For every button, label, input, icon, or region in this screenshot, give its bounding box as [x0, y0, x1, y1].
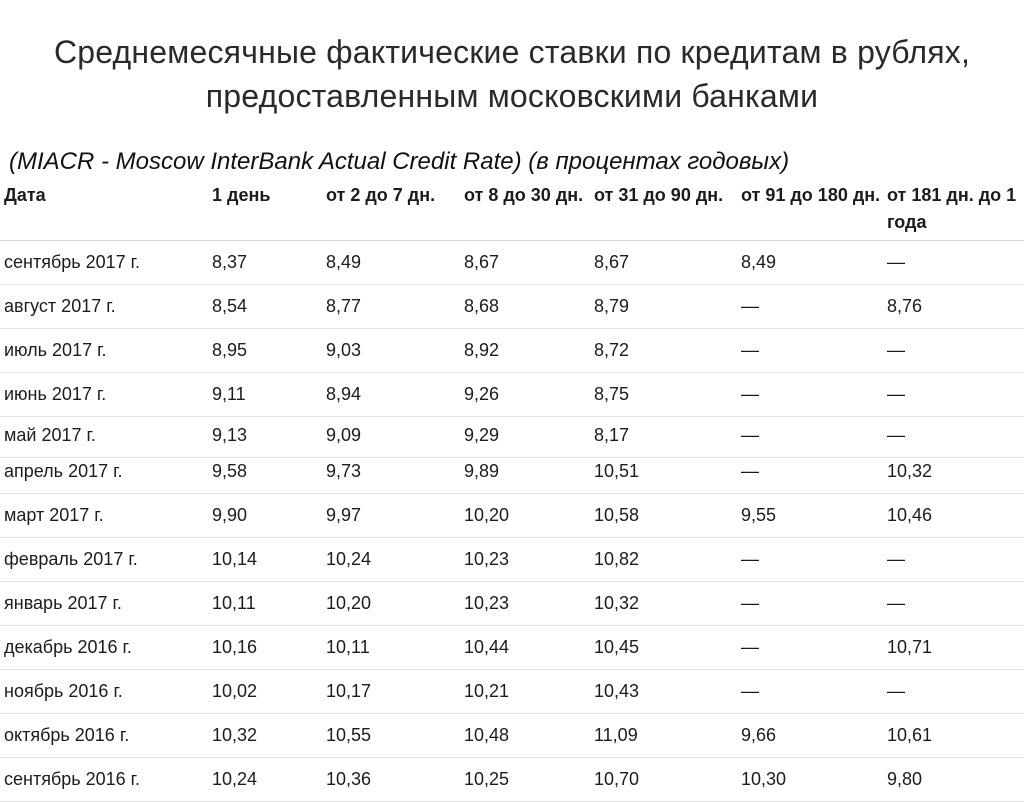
cell-31-90-days: 8,79	[590, 285, 737, 329]
cell-date: сентябрь 2017 г.	[0, 241, 208, 285]
cell-31-90-days: 10,70	[590, 758, 737, 802]
rates-table	[0, 182, 1024, 802]
cell-2-7-days: 9,97	[322, 494, 460, 538]
table-header	[0, 182, 1024, 241]
table-row	[0, 714, 1024, 758]
cell-181-days-1-year: 10,46	[883, 494, 1024, 538]
cell-1-day: 9,90	[208, 494, 322, 538]
table-subtitle: (MIACR - Moscow InterBank Actual Credit Rate) (в процентах годовых)	[9, 148, 790, 175]
cell-2-7-days: 9,09	[322, 417, 460, 458]
header-91-180-days: от 91 до 180 дн.	[737, 182, 883, 241]
cell-91-180-days: —	[737, 329, 883, 373]
cell-91-180-days: —	[737, 458, 883, 494]
cell-8-30-days: 10,25	[460, 758, 590, 802]
cell-date: декабрь 2016 г.	[0, 626, 208, 670]
header-8-30-days: от 8 до 30 дн.	[460, 182, 590, 241]
cell-181-days-1-year: —	[883, 417, 1024, 458]
cell-date: июнь 2017 г.	[0, 373, 208, 417]
cell-1-day: 9,58	[208, 458, 322, 494]
cell-2-7-days: 10,20	[322, 582, 460, 626]
header-date: Дата	[0, 182, 208, 241]
cell-date: май 2017 г.	[0, 417, 208, 458]
cell-31-90-days: 10,51	[590, 458, 737, 494]
cell-181-days-1-year: 10,32	[883, 458, 1024, 494]
cell-181-days-1-year: —	[883, 373, 1024, 417]
cell-31-90-days: 8,75	[590, 373, 737, 417]
cell-8-30-days: 10,23	[460, 582, 590, 626]
cell-1-day: 8,37	[208, 241, 322, 285]
cell-8-30-days: 9,89	[460, 458, 590, 494]
cell-181-days-1-year: —	[883, 241, 1024, 285]
cell-181-days-1-year: 9,80	[883, 758, 1024, 802]
cell-8-30-days: 10,44	[460, 626, 590, 670]
cell-2-7-days: 10,24	[322, 538, 460, 582]
cell-2-7-days: 8,77	[322, 285, 460, 329]
cell-181-days-1-year: —	[883, 329, 1024, 373]
cell-31-90-days: 10,43	[590, 670, 737, 714]
cell-91-180-days: 9,66	[737, 714, 883, 758]
cell-91-180-days: —	[737, 285, 883, 329]
table-row	[0, 538, 1024, 582]
cell-8-30-days: 9,26	[460, 373, 590, 417]
cell-31-90-days: 8,72	[590, 329, 737, 373]
cell-2-7-days: 9,73	[322, 458, 460, 494]
cell-1-day: 9,13	[208, 417, 322, 458]
table-row	[0, 670, 1024, 714]
cell-date: январь 2017 г.	[0, 582, 208, 626]
cell-date: июль 2017 г.	[0, 329, 208, 373]
cell-91-180-days: —	[737, 373, 883, 417]
cell-8-30-days: 10,23	[460, 538, 590, 582]
cell-1-day: 10,02	[208, 670, 322, 714]
cell-1-day: 9,11	[208, 373, 322, 417]
cell-181-days-1-year: —	[883, 670, 1024, 714]
cell-date: февраль 2017 г.	[0, 538, 208, 582]
cell-91-180-days: —	[737, 670, 883, 714]
cell-31-90-days: 10,45	[590, 626, 737, 670]
cell-2-7-days: 10,17	[322, 670, 460, 714]
table-row	[0, 458, 1024, 494]
cell-181-days-1-year: —	[883, 582, 1024, 626]
header-1-day: 1 день	[208, 182, 322, 241]
cell-181-days-1-year: 10,61	[883, 714, 1024, 758]
cell-8-30-days: 10,48	[460, 714, 590, 758]
cell-2-7-days: 8,49	[322, 241, 460, 285]
cell-1-day: 10,11	[208, 582, 322, 626]
cell-8-30-days: 10,20	[460, 494, 590, 538]
cell-2-7-days: 10,36	[322, 758, 460, 802]
cell-1-day: 8,95	[208, 329, 322, 373]
cell-date: август 2017 г.	[0, 285, 208, 329]
cell-date: октябрь 2016 г.	[0, 714, 208, 758]
header-181-days-1-year: от 181 дн. до 1 года	[883, 182, 1024, 241]
cell-31-90-days: 10,32	[590, 582, 737, 626]
cell-91-180-days: 9,55	[737, 494, 883, 538]
cell-1-day: 10,24	[208, 758, 322, 802]
cell-date: апрель 2017 г.	[0, 458, 208, 494]
cell-8-30-days: 8,67	[460, 241, 590, 285]
cell-181-days-1-year: 10,71	[883, 626, 1024, 670]
cell-2-7-days: 9,03	[322, 329, 460, 373]
cell-91-180-days: 10,30	[737, 758, 883, 802]
table-body	[0, 241, 1024, 802]
cell-date: ноябрь 2016 г.	[0, 670, 208, 714]
cell-1-day: 10,14	[208, 538, 322, 582]
rates-table-container	[0, 182, 1024, 802]
cell-8-30-days: 8,68	[460, 285, 590, 329]
cell-8-30-days: 9,29	[460, 417, 590, 458]
header-row	[0, 182, 1024, 241]
cell-91-180-days: —	[737, 582, 883, 626]
cell-31-90-days: 10,82	[590, 538, 737, 582]
cell-2-7-days: 8,94	[322, 373, 460, 417]
cell-8-30-days: 8,92	[460, 329, 590, 373]
cell-1-day: 8,54	[208, 285, 322, 329]
cell-31-90-days: 8,17	[590, 417, 737, 458]
cell-31-90-days: 11,09	[590, 714, 737, 758]
table-row	[0, 373, 1024, 417]
cell-2-7-days: 10,55	[322, 714, 460, 758]
cell-31-90-days: 8,67	[590, 241, 737, 285]
header-2-7-days: от 2 до 7 дн.	[322, 182, 460, 241]
cell-181-days-1-year: —	[883, 538, 1024, 582]
table-row	[0, 758, 1024, 802]
cell-1-day: 10,32	[208, 714, 322, 758]
table-row	[0, 241, 1024, 285]
cell-91-180-days: —	[737, 417, 883, 458]
table-row	[0, 626, 1024, 670]
cell-date: сентябрь 2016 г.	[0, 758, 208, 802]
cell-91-180-days: —	[737, 538, 883, 582]
table-row	[0, 285, 1024, 329]
table-row	[0, 494, 1024, 538]
cell-31-90-days: 10,58	[590, 494, 737, 538]
cell-1-day: 10,16	[208, 626, 322, 670]
cell-91-180-days: —	[737, 626, 883, 670]
cell-date: март 2017 г.	[0, 494, 208, 538]
cell-181-days-1-year: 8,76	[883, 285, 1024, 329]
page-title: Среднемесячные фактические ставки по кредитам в рублях, предоставленным московскими банками	[53, 34, 971, 114]
table-row	[0, 582, 1024, 626]
header-31-90-days: от 31 до 90 дн.	[590, 182, 737, 241]
cell-8-30-days: 10,21	[460, 670, 590, 714]
table-row	[0, 329, 1024, 373]
table-row	[0, 417, 1024, 458]
cell-91-180-days: 8,49	[737, 241, 883, 285]
cell-2-7-days: 10,11	[322, 626, 460, 670]
